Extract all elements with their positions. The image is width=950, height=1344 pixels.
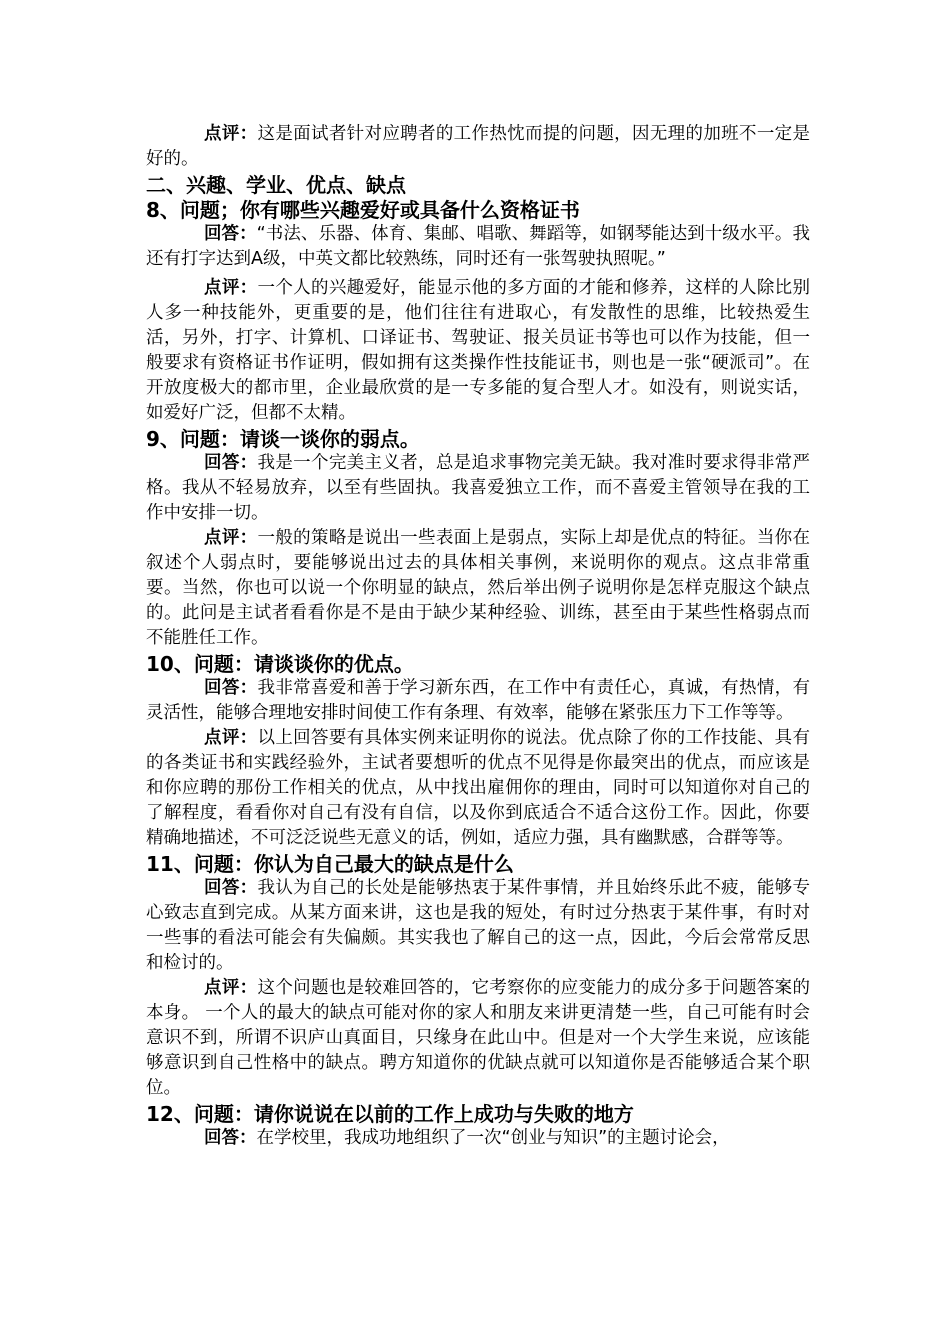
paragraph-text: 我认为自己的长处是能够热衷于某件事情，并且始终乐此不疲，能够专心致志直到完成。从某方面来讲，这也是我的短处，有时过分热衷于某件事，有时对一些事的看法可能会有失偏颇。其实我也了解自己的这一点，因此，今后会常常反思和检讨的。 [146, 878, 810, 973]
answer-paragraph [146, 222, 810, 272]
answer-paragraph [146, 1126, 810, 1151]
answer-label: 回答： [204, 1128, 257, 1148]
answer-paragraph [146, 676, 810, 726]
review-paragraph [146, 122, 810, 172]
review-label: 点评： [204, 124, 258, 144]
review-paragraph [146, 726, 810, 851]
paragraph-text: 我非常喜爱和善于学习新东西，在工作中有责任心，真诚，有热情，有灵活性，能够合理地安排时间使工作有条理、有效率，能够在紧张压力下工作等等。 [146, 678, 810, 723]
review-paragraph [146, 276, 810, 426]
paragraph-text: “书法、乐器、体育、集邮、唱歌、舞蹈等，如钢琴能达到十级水平。我还有打字达到A级，中英文都比较熟练，同时还有一张驾驶执照呢。” [146, 224, 810, 269]
paragraph-text: 这是面试者针对应聘者的工作热忱而提的问题，因无理的加班不一定是好的。 [146, 124, 810, 169]
answer-label: 回答： [204, 453, 258, 473]
question-heading: 9、问题：请谈一谈你的弱点。 [146, 427, 420, 451]
answer-paragraph [146, 876, 810, 976]
paragraph-text: 一个人的兴趣爱好，能显示他的多方面的才能和修养，这样的人除比别人多一种技能外，更重要的是，他们往往有进取心，有发散性的思维，比较热爱生活，另外，打字、计算机、口译证书、驾驶证、报关员证书等也可以作为技能，但一般要求有资格证书作证明，假如拥有这类操作性技能证书，则也是一张“硬派司”。在开放度极大的都市里，企业最欣赏的是一专多能的复合型人才。如没有，则说实话，如爱好广泛，但都不太精。 [146, 278, 810, 423]
question-heading: 10、问题：请谈谈你的优点。 [146, 652, 414, 676]
review-label: 点评： [204, 728, 258, 748]
paragraph-text: 以上回答要有具体实例来证明你的说法。优点除了你的工作技能、具有的各类证书和实践经验外，主试者要想听的优点不见得是你最突出的优点，而应该是和你应聘的那份工作相关的优点，从中找出雇佣你的理由，同时可以知道你对自己的了解程度，看看你对自己有没有自信，以及你到底适合不适合这份工作。因此，你要精确地描述，不可泛泛说些无意义的话，例如，适应力强，具有幽默感，合群等等。 [146, 728, 810, 848]
answer-label: 回答： [204, 878, 258, 898]
section-heading: 二、兴趣、学业、优点、缺点 [146, 173, 406, 197]
document-page [146, 122, 810, 1151]
paragraph-text: 一般的策略是说出一些表面上是弱点，实际上却是优点的特征。当你在叙述个人弱点时，要能够说出过去的具体相关事例，来说明你的观点。这点非常重要。当然，你也可以说一个你明显的缺点，然后举出例子说明你是怎样克服这个缺点的。此问是主试者看看你是不是由于缺少某种经验、训练，甚至由于某些性格弱点而不能胜任工作。 [146, 528, 810, 648]
answer-label: 回答： [204, 678, 258, 698]
paragraph-text: 在学校里，我成功地组织了一次“创业与知识”的主题讨论会， [256, 1128, 730, 1148]
question-heading: 12、问题：请你说说在以前的工作上成功与失败的地方 [146, 1102, 634, 1126]
review-label: 点评： [204, 528, 258, 548]
question-heading: 8、问题；你有哪些兴趣爱好或具备什么资格证书 [146, 198, 580, 222]
answer-paragraph [146, 451, 810, 526]
review-paragraph [146, 976, 810, 1101]
review-paragraph [146, 526, 810, 651]
paragraph-text: 这个问题也是较难回答的，它考察你的应变能力的成分多于问题答案的本身。 一个人的最大的缺点可能对你的家人和朋友来讲更清楚一些，自己可能有时会意识不到，所谓不识庐山真面目，只缘身在此山中。但是对一个大学生来说，应该能够意识到自己性格中的缺点。聘方知道你的优缺点就可以知道你是否能够适合某个职位。 [146, 978, 810, 1098]
answer-label: 回答： [204, 224, 257, 244]
review-label: 点评： [204, 278, 258, 298]
paragraph-text: 我是一个完美主义者，总是追求事物完美无缺。我对准时要求得非常严格。我从不轻易放弃，以至有些固执。我喜爱独立工作，而不喜爱主管领导在我的工作中安排一切。 [146, 453, 810, 523]
question-heading: 11、问题：你认为自己最大的缺点是什么 [146, 852, 514, 876]
review-label: 点评： [204, 978, 258, 998]
